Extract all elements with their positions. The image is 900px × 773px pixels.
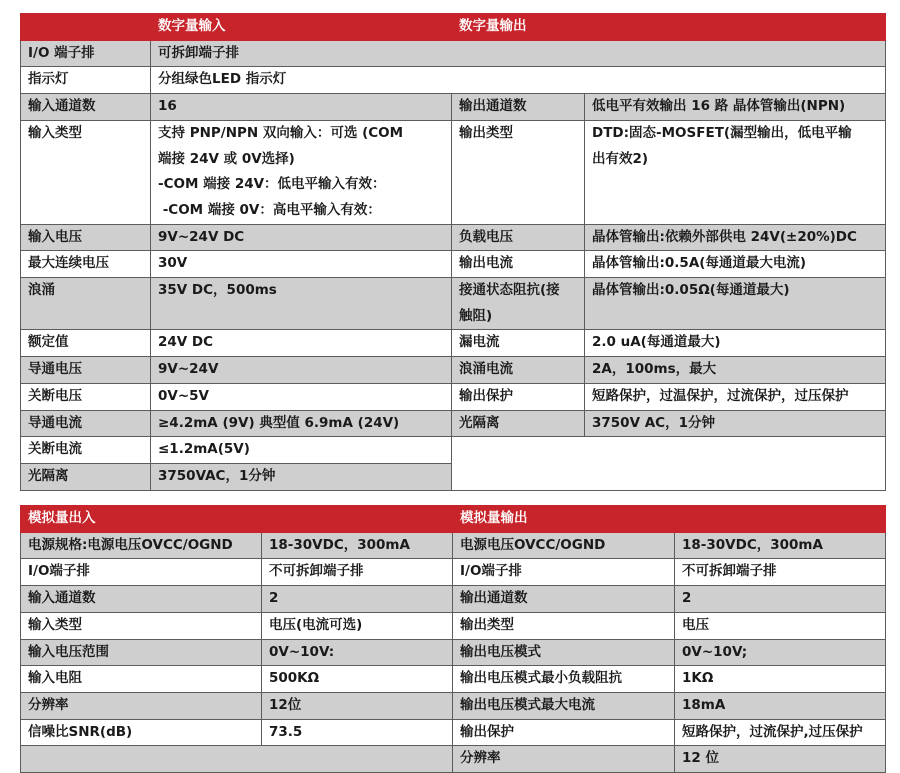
digital-io-spec-table bbox=[20, 13, 886, 491]
row-label: 输出电流 bbox=[452, 251, 585, 278]
value-line: 支持 PNP/NPN 双向输入：可选 (COM bbox=[158, 124, 404, 141]
row-label: 光隔离 bbox=[452, 410, 585, 437]
row-label: 负载电压 bbox=[452, 224, 585, 251]
row-value: 500KΩ bbox=[262, 666, 453, 693]
row-label: 关断电流 bbox=[21, 437, 151, 464]
row-label: 输入电阻 bbox=[21, 666, 262, 693]
header-spacer bbox=[21, 14, 151, 41]
row-label: 输出电压模式最大电流 bbox=[453, 692, 675, 719]
row-value: 18-30VDC，300mA bbox=[262, 532, 453, 559]
row-value: 12位 bbox=[262, 692, 453, 719]
output-type-value bbox=[585, 120, 886, 224]
row-value: 短路保护，过温保护，过流保护，过压保护 bbox=[585, 383, 886, 410]
row-label: 输出电压模式最小负载阻抗 bbox=[453, 666, 675, 693]
row-label: 关断电压 bbox=[21, 383, 151, 410]
row-label: 分辨率 bbox=[453, 746, 675, 773]
row-value: 1KΩ bbox=[675, 666, 886, 693]
row-label: 电源电压OVCC/OGND bbox=[453, 532, 675, 559]
row-label: I/O端子排 bbox=[453, 559, 675, 586]
row-label: 输出电压模式 bbox=[453, 639, 675, 666]
row-value: 0V~10V; bbox=[675, 639, 886, 666]
row-value: 晶体管输出:依赖外部供电 24V(±20%)DC bbox=[585, 224, 886, 251]
row-value: 2 bbox=[262, 586, 453, 613]
row-label: 输入通道数 bbox=[21, 94, 151, 121]
row-value: 12 位 bbox=[675, 746, 886, 773]
row-label: 输出保护 bbox=[453, 719, 675, 746]
row-label: 信噪比SNR(dB) bbox=[21, 719, 262, 746]
row-label: 指示灯 bbox=[21, 67, 151, 94]
row-value: 分组绿色LED 指示灯 bbox=[151, 67, 886, 94]
row-label: 输入类型 bbox=[21, 120, 151, 224]
row-label: 输入通道数 bbox=[21, 586, 262, 613]
value-line: 出有效2) bbox=[592, 150, 649, 167]
row-value: 2.0 uA(每通道最大) bbox=[585, 330, 886, 357]
row-value: 电压(电流可选) bbox=[262, 612, 453, 639]
row-value: 0V~5V bbox=[151, 383, 452, 410]
row-label: 输出类型 bbox=[453, 612, 675, 639]
row-value: 低电平有效输出 16 路 晶体管输出(NPN) bbox=[585, 94, 886, 121]
empty-cell bbox=[452, 437, 886, 490]
row-value: 3750VAC，1分钟 bbox=[151, 463, 452, 490]
row-label: 输入类型 bbox=[21, 612, 262, 639]
row-label: 分辨率 bbox=[21, 692, 262, 719]
row-value: 晶体管输出:0.5A(每通道最大电流) bbox=[585, 251, 886, 278]
row-label: 额定值 bbox=[21, 330, 151, 357]
row-value: 电压 bbox=[675, 612, 886, 639]
row-value: 9V~24V DC bbox=[151, 224, 452, 251]
row-label: 输出通道数 bbox=[453, 586, 675, 613]
row-value: 不可拆卸端子排 bbox=[675, 559, 886, 586]
row-value: 18mA bbox=[675, 692, 886, 719]
row-value: 可拆卸端子排 bbox=[151, 40, 886, 67]
value-line: -COM 端接 24V：低电平输入有效： bbox=[158, 176, 386, 193]
row-value: 73.5 bbox=[262, 719, 453, 746]
value-line: -COM 端接 0V：高电平输入有效： bbox=[158, 201, 381, 218]
row-label: I/O端子排 bbox=[21, 559, 262, 586]
row-label: 最大连续电压 bbox=[21, 251, 151, 278]
row-value: 35V DC，500ms bbox=[151, 278, 452, 330]
row-value: 2 bbox=[675, 586, 886, 613]
contact-resistance-label bbox=[452, 278, 585, 330]
analog-input-header: 模拟量出入 bbox=[21, 506, 453, 533]
digital-input-header: 数字量输入 bbox=[151, 14, 452, 41]
row-label: 漏电流 bbox=[452, 330, 585, 357]
row-label: 导通电压 bbox=[21, 357, 151, 384]
row-label: I/O 端子排 bbox=[21, 40, 151, 67]
row-value: 0V~10V: bbox=[262, 639, 453, 666]
row-value: 短路保护，过流保护,过压保护 bbox=[675, 719, 886, 746]
row-label: 输出保护 bbox=[452, 383, 585, 410]
digital-output-header: 数字量输出 bbox=[452, 14, 886, 41]
analog-io-spec-table bbox=[20, 505, 886, 773]
row-value: 不可拆卸端子排 bbox=[262, 559, 453, 586]
row-value: 30V bbox=[151, 251, 452, 278]
row-label: 浪涌 bbox=[21, 278, 151, 330]
row-value: 18-30VDC，300mA bbox=[675, 532, 886, 559]
row-value: 16 bbox=[151, 94, 452, 121]
row-label: 输出通道数 bbox=[452, 94, 585, 121]
row-value: 9V~24V bbox=[151, 357, 452, 384]
value-line: DTD:固态-MOSFET(漏型输出，低电平输 bbox=[592, 124, 852, 141]
label-line: 接通状态阻抗(接 bbox=[459, 282, 560, 299]
row-value: 3750V AC，1分钟 bbox=[585, 410, 886, 437]
row-label: 导通电流 bbox=[21, 410, 151, 437]
row-label: 浪涌电流 bbox=[452, 357, 585, 384]
row-label: 输出类型 bbox=[452, 120, 585, 224]
row-value: ≥4.2mA (9V) 典型值 6.9mA (24V) bbox=[151, 410, 452, 437]
row-value: 2A，100ms，最大 bbox=[585, 357, 886, 384]
input-type-value bbox=[151, 120, 452, 224]
value-line: 端接 24V 或 0V选择) bbox=[158, 150, 295, 167]
label-line: 触阻) bbox=[459, 307, 493, 324]
row-value: 24V DC bbox=[151, 330, 452, 357]
row-label: 光隔离 bbox=[21, 463, 151, 490]
analog-output-header: 模拟量输出 bbox=[453, 506, 886, 533]
row-label: 输入电压 bbox=[21, 224, 151, 251]
row-label: 输入电压范围 bbox=[21, 639, 262, 666]
row-label: 电源规格:电源电压OVCC/OGND bbox=[21, 532, 262, 559]
row-value: ≤1.2mA(5V) bbox=[151, 437, 452, 464]
empty-cell bbox=[21, 746, 453, 773]
row-value: 晶体管输出:0.05Ω(每通道最大) bbox=[585, 278, 886, 330]
